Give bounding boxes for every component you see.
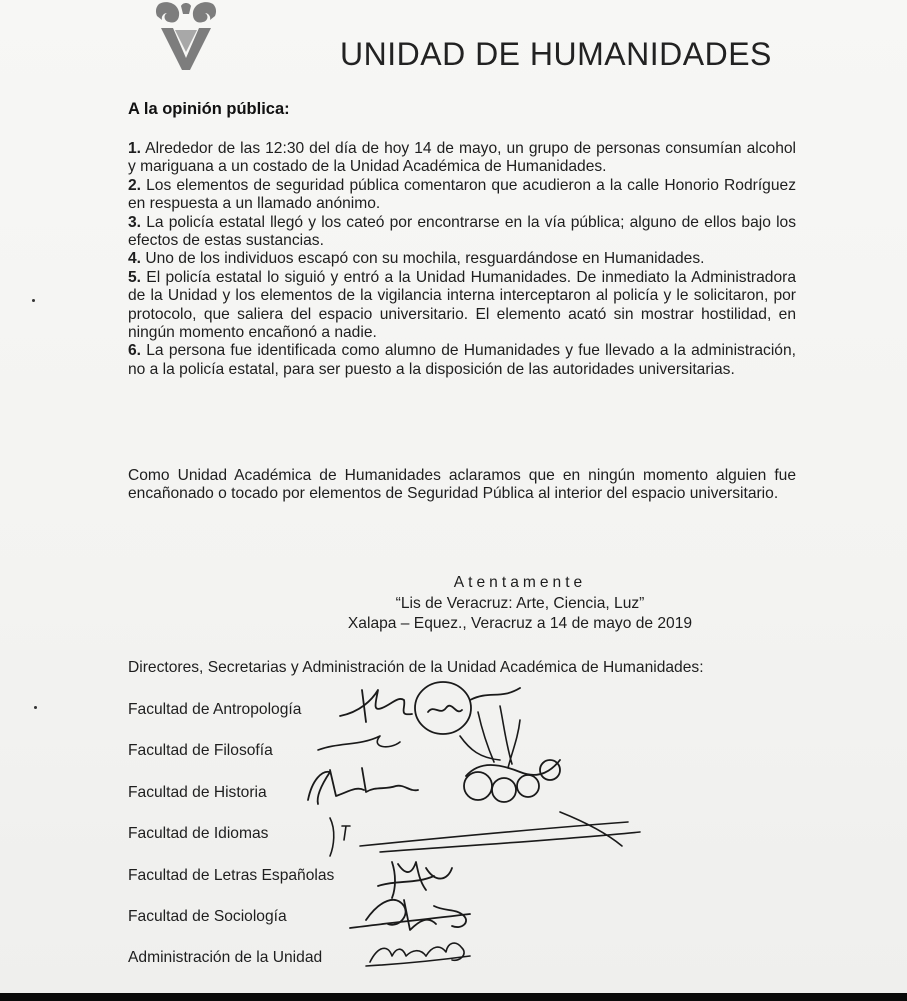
point-text: Alrededor de las 12:30 del día de hoy 14 de mayo, un grupo de personas consumían alcohol y mariguana a un costado de la Unidad Académica de Humanidades. [128, 140, 796, 176]
closing-statement: Como Unidad Académica de Humanidades aclaramos que en ningún momento alguien fue encañonado o tocado por elementos de Seguridad Pública al interior del espacio universitario. [128, 467, 796, 503]
numbered-points [128, 140, 796, 379]
atentamente-label: Atentamente [453, 574, 587, 591]
point-text: La persona fue identificada como alumno de Humanidades y fue llevado a la administración, no a la policía estatal, para ser puesto a la disposición de las autoridades universitarias. [128, 342, 796, 378]
signature-idiomas [330, 812, 640, 856]
faculty-letras-espanolas: Facultad de Letras Españolas [128, 867, 335, 884]
signature-historia [308, 760, 560, 804]
point-number: 3. [128, 213, 142, 231]
faculty-administracion: Administración de la Unidad [128, 949, 323, 966]
place-and-date: Xalapa – Equez., Veracruz a 14 de mayo de 2019 [347, 615, 693, 632]
speck [34, 706, 37, 709]
signature-antropologia [340, 682, 520, 734]
point-5 [128, 269, 796, 343]
university-motto: “Lis de Veracruz: Arte, Ciencia, Luz” [395, 595, 645, 612]
signature-sociologia [350, 900, 470, 930]
point-text: La policía estatal llegó y los cateó por encontrarse en la vía pública; alguno de ellos bajo los efectos de estas sustancias. [128, 213, 796, 250]
faculty-antropologia: Facultad de Antropología [128, 701, 302, 718]
signature-letras [378, 862, 452, 898]
point-1 [128, 140, 796, 177]
signature-filosofia [318, 706, 520, 768]
point-number: 2. [128, 176, 142, 194]
point-text: Uno de los individuos escapó con su mochila, resguardándose en Humanidades. [141, 250, 705, 268]
point-number: 4. [128, 250, 142, 268]
point-text: El policía estatal lo siguió y entró a la Unidad Humanidades. De inmediato la Administradora de la Unidad y los elementos de la vigilancia interna interceptaron al policía y le solicitaron, por protocolo, que saliera del espacio universitario. El elemento acató sin mostrar hostilidad, en ningún momento encañonó a nadie. [128, 268, 796, 342]
faculty-historia: Facultad de Historia [128, 784, 267, 801]
page-title: UNIDAD DE HUMANIDADES [340, 36, 772, 72]
point-number: 1. [128, 140, 142, 157]
point-number: 5. [128, 268, 142, 286]
university-emblem-icon [155, 2, 217, 70]
bottom-edge [0, 993, 907, 1001]
faculty-filosofia: Facultad de Filosofía [128, 742, 273, 759]
faculty-sociologia: Facultad de Sociología [128, 908, 287, 925]
point-text: Los elementos de seguridad pública comentaron que acudieron a la calle Honorio Rodríguez en respuesta a un llamado anónimo. [128, 176, 796, 213]
point-2 [128, 177, 796, 214]
point-6 [128, 342, 796, 379]
faculty-idiomas: Facultad de Idiomas [128, 825, 269, 842]
point-4 [128, 250, 796, 268]
signature-administracion [366, 943, 470, 966]
directors-heading: Directores, Secretarias y Administración de la Unidad Académica de Humanidades: [128, 659, 704, 676]
point-3 [128, 214, 796, 251]
point-number: 6. [128, 342, 142, 360]
salutation: A la opinión pública: [128, 100, 290, 118]
speck [32, 299, 35, 302]
